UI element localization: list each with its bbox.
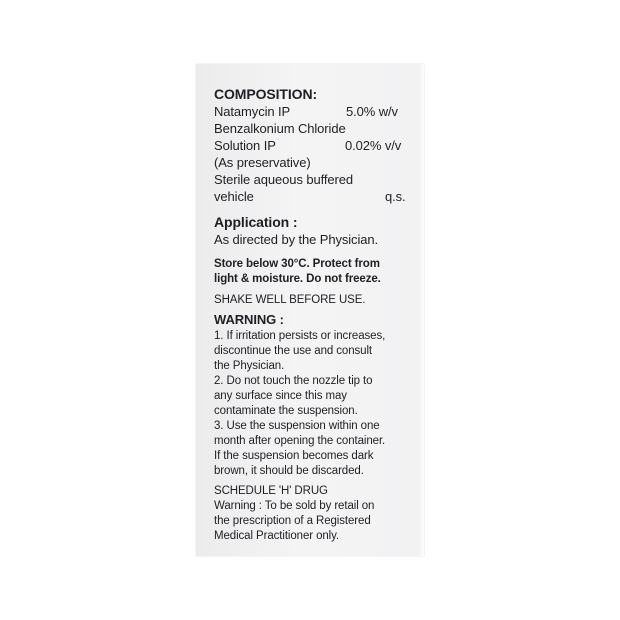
warning-line: month after opening the container.	[214, 435, 386, 447]
warning-line: If the suspension becomes dark	[214, 450, 374, 462]
ingredient-value: 0.02% v/v	[345, 138, 402, 153]
composition-line-solution	[214, 138, 410, 154]
composition-line-natamycin	[214, 104, 410, 120]
warning-line: 1. If irritation persists or increases,	[214, 330, 386, 342]
composition-heading: COMPOSITION:	[214, 86, 318, 102]
schedule-line: the prescription of a Registered	[214, 515, 371, 527]
application-text: As directed by the Physician.	[214, 232, 379, 247]
shake-notice: SHAKE WELL BEFORE USE.	[214, 294, 366, 306]
medicine-carton-label	[196, 64, 424, 556]
ingredient-name: Natamycin IP	[214, 104, 291, 119]
warning-line: contaminate the suspension.	[214, 405, 358, 417]
schedule-line: Warning : To be sold by retail on	[214, 500, 375, 512]
warning-line: brown, it should be discarded.	[214, 465, 364, 477]
warning-line: discontinue the use and consult	[214, 345, 373, 357]
composition-line-vehicle	[214, 189, 410, 205]
ingredient-name: Solution IP	[214, 138, 276, 153]
ingredient-value: q.s.	[385, 189, 406, 204]
warning-line: the Physician.	[214, 360, 285, 372]
warning-line: 2. Do not touch the nozzle tip to	[214, 375, 373, 387]
warning-line: 3. Use the suspension within one	[214, 420, 380, 432]
schedule-line: Medical Practitioner only.	[214, 530, 340, 542]
composition-line-benzalkonium: Benzalkonium Chloride	[214, 121, 346, 136]
composition-line-sterile: Sterile aqueous buffered	[214, 172, 354, 187]
application-heading: Application :	[214, 214, 298, 230]
warning-heading: WARNING :	[214, 312, 284, 327]
storage-line-2: light & moisture. Do not freeze.	[214, 273, 381, 285]
warning-line: any surface since this may	[214, 390, 347, 402]
schedule-heading: SCHEDULE 'H' DRUG	[214, 485, 328, 497]
ingredient-name: vehicle	[214, 189, 254, 204]
ingredient-value: 5.0% w/v	[346, 104, 398, 119]
composition-line-preservative: (As preservative)	[214, 155, 311, 170]
storage-line-1: Store below 30°C. Protect from	[214, 258, 380, 270]
